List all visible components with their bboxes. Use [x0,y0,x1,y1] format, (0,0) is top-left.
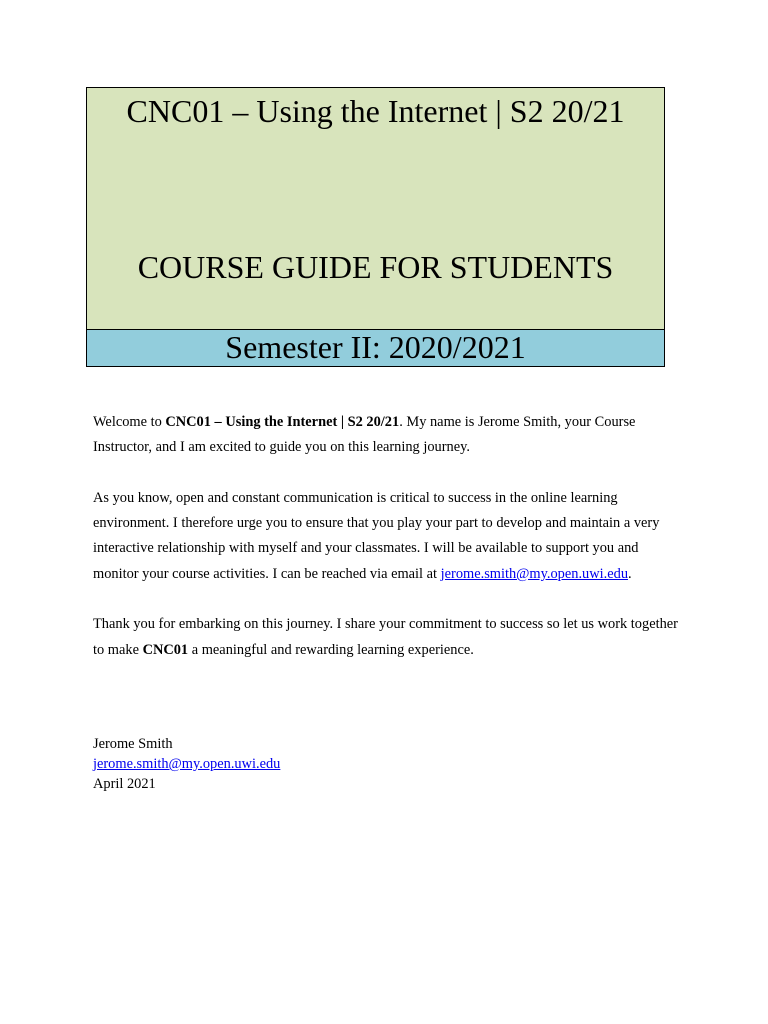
title-box [86,87,665,367]
welcome-letter [93,410,678,688]
thanks-text: Thank you for embarking on this journey. I share your commitment to success so let us work together to make [93,616,678,658]
course-code-bold: CNC01 [142,641,189,658]
instructor-email-link[interactable]: jerome.smith@my.open.uwi.edu [440,565,629,582]
paragraph-welcome [93,410,678,461]
paragraph-communication [93,486,678,587]
semester-banner [87,330,664,366]
signature-date: April 2021 [93,776,156,792]
paragraph-thanks [93,612,678,663]
signature-name: Jerome Smith [93,736,173,752]
communication-text: As you know, open and constant communication is critical to success in the online learning environment. I therefore urge you to ensure that you play your part to develop and maintain a very interactive relationship with myself and your classmates. I will be available to support you and monitor your course activities. I can be reached via email at [93,489,660,582]
course-guide-heading: COURSE GUIDE FOR STUDENTS [137,249,614,285]
signature-block [93,734,280,794]
instructor-intro-text: . My name is Jerome Smith, your Course Instructor, and I am excited to guide you on this learning journey. [93,414,636,456]
title-panel [87,88,664,330]
course-title: CNC01 – Using the Internet | S2 20/21 [126,93,625,129]
semester-label: Semester II: 2020/2021 [225,329,526,365]
course-name-bold: CNC01 – Using the Internet | S2 20/21 [165,414,400,430]
welcome-text: Welcome to [93,414,166,430]
period: . [628,565,632,582]
signature-email-link[interactable]: jerome.smith@my.open.uwi.edu [93,756,281,772]
thanks-rest-text: a meaningful and rewarding learning experience. [188,641,474,658]
